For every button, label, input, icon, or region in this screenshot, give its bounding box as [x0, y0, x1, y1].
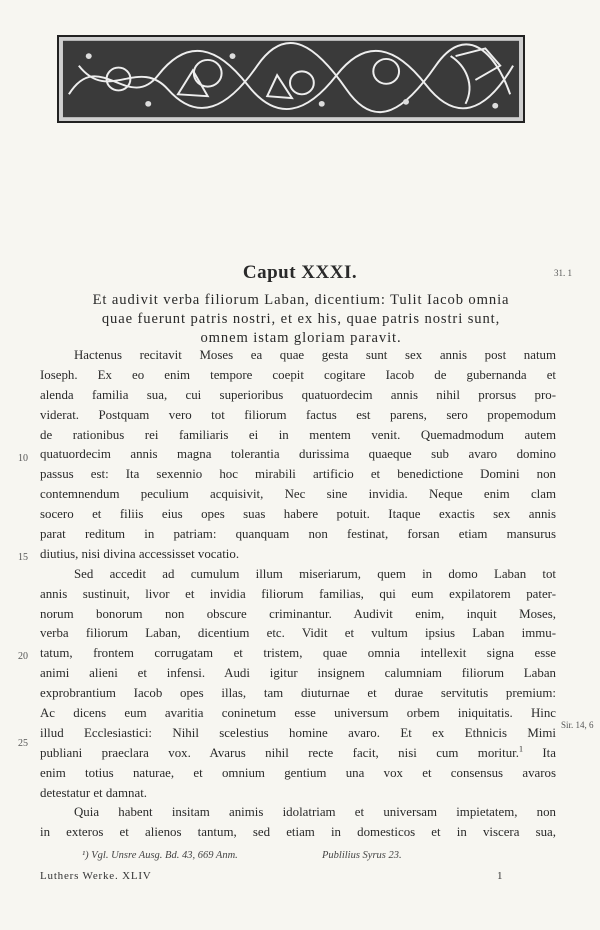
body-text: [40, 346, 556, 843]
summary-line: omnem istam gloriam paravit.: [200, 330, 402, 346]
text-line: Ioseph. Ex eo enim tempore coepit cogitare Iacob de gubernanda et: [40, 367, 556, 382]
signature-mark: 1: [497, 870, 503, 882]
text-line: annis sustinuit, livor et invidia filiorum familias, qui eum expilatorem pater-: [40, 586, 556, 601]
line-number: 20: [18, 651, 28, 662]
text-line: Sed accedit ad cumulum illum miseriarum, quem in domo Laban tot: [74, 566, 556, 581]
chapter-summary: [46, 291, 556, 348]
line-number: 15: [18, 552, 28, 563]
text-line: passus est: Ita sexennio hoc mirabili artificio et benedictione Domini non: [40, 467, 556, 482]
text-line: Ac dicens eum avaritia coninetum esse universum orbem iniquitatis. Hinc: [40, 706, 556, 721]
engraved-ornament-icon: [59, 37, 523, 121]
text-line: exprobrantium Iacob opes illas, tam diuturnae et durae servitutis premium:: [40, 686, 556, 701]
text-line: illud Ecclesiastici: Nihil scelestius homine avaro. Et ex Ethnicis Mimi: [40, 725, 556, 740]
ornamental-headpiece: [57, 35, 525, 123]
margin-reference: 31. 1: [554, 268, 572, 278]
chapter-title: Caput XXXI.: [242, 262, 358, 283]
text-line: Hactenus recitavit Moses ea quae gesta sunt sex annis post natum: [74, 348, 556, 362]
summary-line: quae fuerunt patris nostri, et ex his, quae patris nostri sunt,: [101, 311, 501, 327]
text-line: de rationibus rei familiaris ei in mentem venit. Quemadmodum autem: [40, 427, 556, 442]
text-line: diutius, nisi divina accessisset vocatio.: [40, 546, 240, 561]
text-line: animi alieni et infensi. Audi igitur insignem calumniam filiorum Laban: [40, 666, 556, 681]
line-number: 10: [18, 453, 28, 464]
text-line: parat reditum in patriam: quanquam non festinat, forsan etiam mansurus: [40, 527, 556, 542]
text-line: tatum, frontem corrugatam et tristem, quae omnia intellexit signa esse: [40, 646, 556, 661]
text-line: norum bonorum non obscure criminantur. Audivit enim, inquit Moses,: [40, 606, 556, 621]
text-line: detestatur et damnat.: [40, 785, 148, 800]
text-line-tail: Ita: [542, 745, 556, 760]
side-reference: Sir. 14, 6: [561, 720, 594, 730]
text-line: in exteros et alienos tantum, sed etiam in domesticos et in viscera sua,: [40, 825, 556, 840]
text-line: enim totius naturae, et omnium gentium una vox et consensus avaros: [40, 765, 556, 780]
text-line-content: publiani praeclara vox. Avarus nihil recte facit, nisi cum moritur.: [40, 745, 519, 760]
signature-line: Luthers Werke. XLIV: [40, 870, 152, 882]
text-line: Quia habent insitam animis idolatriam et universam impietatem, non: [74, 805, 556, 820]
text-line: [40, 744, 556, 764]
text-line: quatuordecim annis magna tolerantia durissima quaeque sub avaro domino: [40, 447, 556, 462]
text-line: alenda familia sua, cui superioribus quatuordecim annis nihil prorsus pro-: [40, 387, 556, 402]
footnote: [82, 850, 402, 861]
text-line: viderat. Postquam vero tot filiorum factus est parens, sero propemodum: [40, 407, 556, 422]
text-line: verba filiorum Laban, dicentium etc. Vidit et vultum ipsius Laban immu-: [40, 626, 556, 641]
footnote-author: Publilius Syrus 23.: [322, 850, 402, 861]
summary-line: Et audivit verba filiorum Laban, dicentium: Tulit Iacob omnia: [92, 292, 510, 308]
line-number: 25: [18, 738, 28, 749]
footnote-marker: 1: [518, 744, 523, 754]
text-line: socero et filiis eius opes suas habere potuit. Itaque exactis sex annis: [40, 507, 556, 522]
footnote-text: ¹) Vgl. Unsre Ausg. Bd. 43, 669 Anm.: [82, 850, 238, 861]
text-line: contemnendum peculium acquisivit, Nec sine invidia. Neque enim clam: [40, 487, 556, 502]
